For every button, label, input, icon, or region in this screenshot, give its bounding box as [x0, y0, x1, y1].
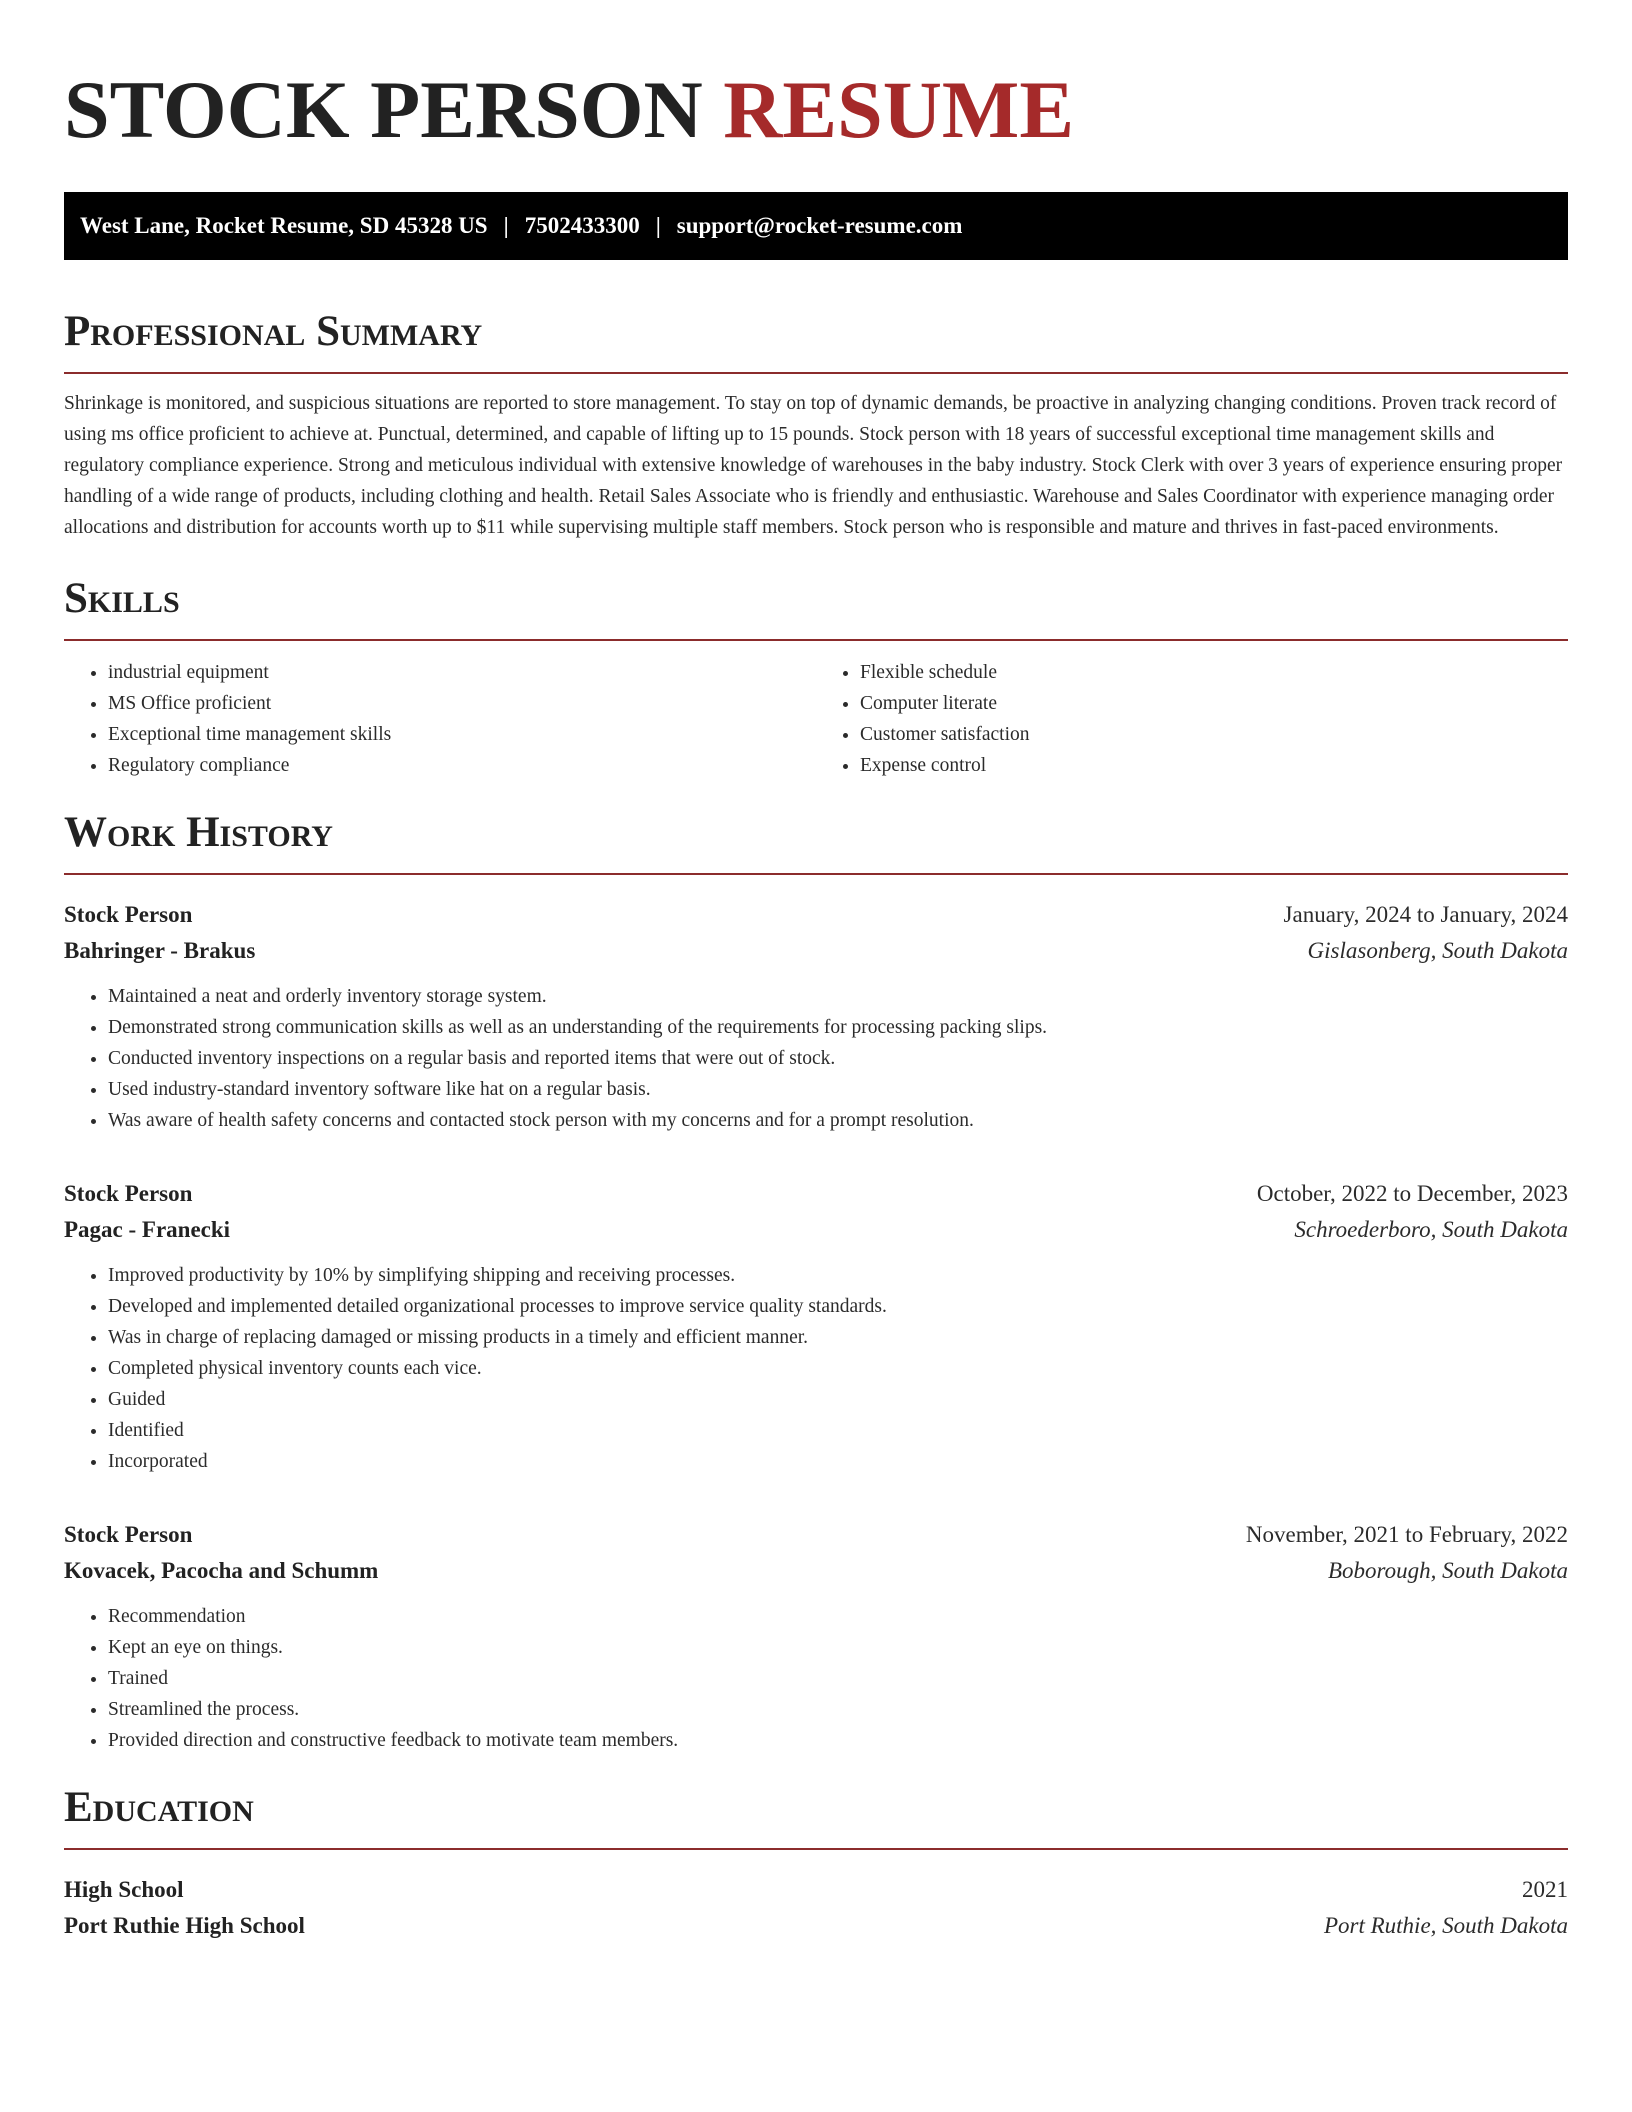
job-title: Stock Person	[64, 1181, 193, 1206]
job-duties	[64, 981, 1568, 1136]
job-duty: • Incorporated	[108, 1446, 1568, 1477]
job-duty: • Provided direction and constructive feedback to motivate team members.	[108, 1725, 1568, 1756]
job-location: Boborough, South Dakota	[1328, 1558, 1568, 1583]
job-duties	[64, 1601, 1568, 1756]
education-degree: High School	[64, 1877, 184, 1902]
work-heading: Work History	[64, 809, 333, 856]
skill-item: • Exceptional time management skills	[108, 719, 816, 750]
job-company: Kovacek, Pacocha and Schumm	[64, 1558, 379, 1583]
job-duty: • Was aware of health safety concerns and contacted stock person with my concerns and for a prompt resolution.	[108, 1105, 1568, 1136]
contact-email: support@rocket-resume.com	[676, 213, 963, 238]
skill-item: • Computer literate	[860, 688, 1568, 719]
contact-separator: |	[655, 213, 661, 238]
education-heading: Education	[64, 1784, 254, 1831]
skill-item: • Expense control	[860, 750, 1568, 781]
section-divider	[64, 639, 1568, 641]
section-divider	[64, 873, 1568, 875]
skill-item: • MS Office proficient	[108, 688, 816, 719]
skill-item: • Flexible schedule	[860, 657, 1568, 688]
education-year: 2021	[1522, 1877, 1568, 1902]
job-duty: • Was in charge of replacing damaged or missing products in a timely and efficient manner.	[108, 1322, 1568, 1353]
section-divider	[64, 372, 1568, 374]
job-duty: • Conducted inventory inspections on a regular basis and reported items that were out of stock.	[108, 1043, 1568, 1074]
job-duty: • Developed and implemented detailed organizational processes to improve service quality standards.	[108, 1291, 1568, 1322]
job-location: Schroederboro, South Dakota	[1294, 1217, 1568, 1242]
education-school: Port Ruthie High School	[64, 1913, 305, 1938]
job-title: Stock Person	[64, 1522, 193, 1547]
contact-separator: |	[503, 213, 509, 238]
resume-title	[64, 56, 1568, 158]
job-duty: • Demonstrated strong communication skills as well as an understanding of the requirements for processing packing slips.	[108, 1012, 1568, 1043]
job-dates: November, 2021 to February, 2022	[1245, 1522, 1568, 1547]
job-duty: • Improved productivity by 10% by simplifying shipping and receiving processes.	[108, 1260, 1568, 1291]
contact-bar	[64, 192, 1568, 260]
job-duty: • Maintained a neat and orderly inventory storage system.	[108, 981, 1568, 1012]
skill-item: • industrial equipment	[108, 657, 816, 688]
skill-item: • Customer satisfaction	[860, 719, 1568, 750]
job-entry	[64, 1176, 1568, 1477]
contact-phone: 7502433300	[524, 213, 640, 238]
job-dates: January, 2024 to January, 2024	[1283, 902, 1568, 927]
skills-column-left	[64, 657, 816, 781]
education-location: Port Ruthie, South Dakota	[1323, 1913, 1568, 1938]
job-location: Gislasonberg, South Dakota	[1307, 938, 1568, 963]
summary-text: Shrinkage is monitored, and suspicious situations are reported to store management. To stay on top of dynamic demands, be proactive in analyzing changing conditions. Proven track record of using ms office proficient to achieve at. Punctual, determined, and capable of lifting up to 15 pounds. Stock person with 18 years of successful exceptional time management skills and regulatory compliance experience. Strong and meticulous individual with extensive knowledge of warehouses in the baby industry. Stock Clerk with over 3 years of experience ensuring proper handling of a wide range of products, including clothing and health. Retail Sales Associate who is friendly and enthusiastic. Warehouse and Sales Coordinator with experience managing order allocations and distribution for accounts worth up to $11 while supervising multiple staff members. Stock person who is responsible and mature and thrives in fast-paced environments.	[64, 393, 1563, 538]
job-entry	[64, 1517, 1568, 1756]
job-title: Stock Person	[64, 902, 193, 927]
job-duties	[64, 1260, 1568, 1477]
title-accent: RESUME	[723, 64, 1075, 155]
job-duty: • Kept an eye on things.	[108, 1632, 1568, 1663]
job-duty: • Recommendation	[108, 1601, 1568, 1632]
job-duty: • Streamlined the process.	[108, 1694, 1568, 1725]
education-entry	[64, 1872, 1568, 1944]
job-duty: • Used industry-standard inventory software like hat on a regular basis.	[108, 1074, 1568, 1105]
skills-column-right	[816, 657, 1568, 781]
section-divider	[64, 1848, 1568, 1850]
skills-list	[64, 657, 1568, 781]
job-duty: • Guided	[108, 1384, 1568, 1415]
job-duty: • Trained	[108, 1663, 1568, 1694]
job-duty: • Identified	[108, 1415, 1568, 1446]
job-duty: • Completed physical inventory counts each vice.	[108, 1353, 1568, 1384]
job-company: Pagac - Franecki	[64, 1217, 231, 1242]
title-main: STOCK PERSON	[64, 64, 703, 155]
skill-item: • Regulatory compliance	[108, 750, 816, 781]
skills-heading: Skills	[64, 575, 180, 622]
job-entry	[64, 897, 1568, 1136]
contact-address: West Lane, Rocket Resume, SD 45328 US	[80, 213, 488, 238]
job-dates: October, 2022 to December, 2023	[1256, 1181, 1568, 1206]
job-company: Bahringer - Brakus	[64, 938, 256, 963]
summary-heading: Professional Summary	[64, 308, 483, 355]
